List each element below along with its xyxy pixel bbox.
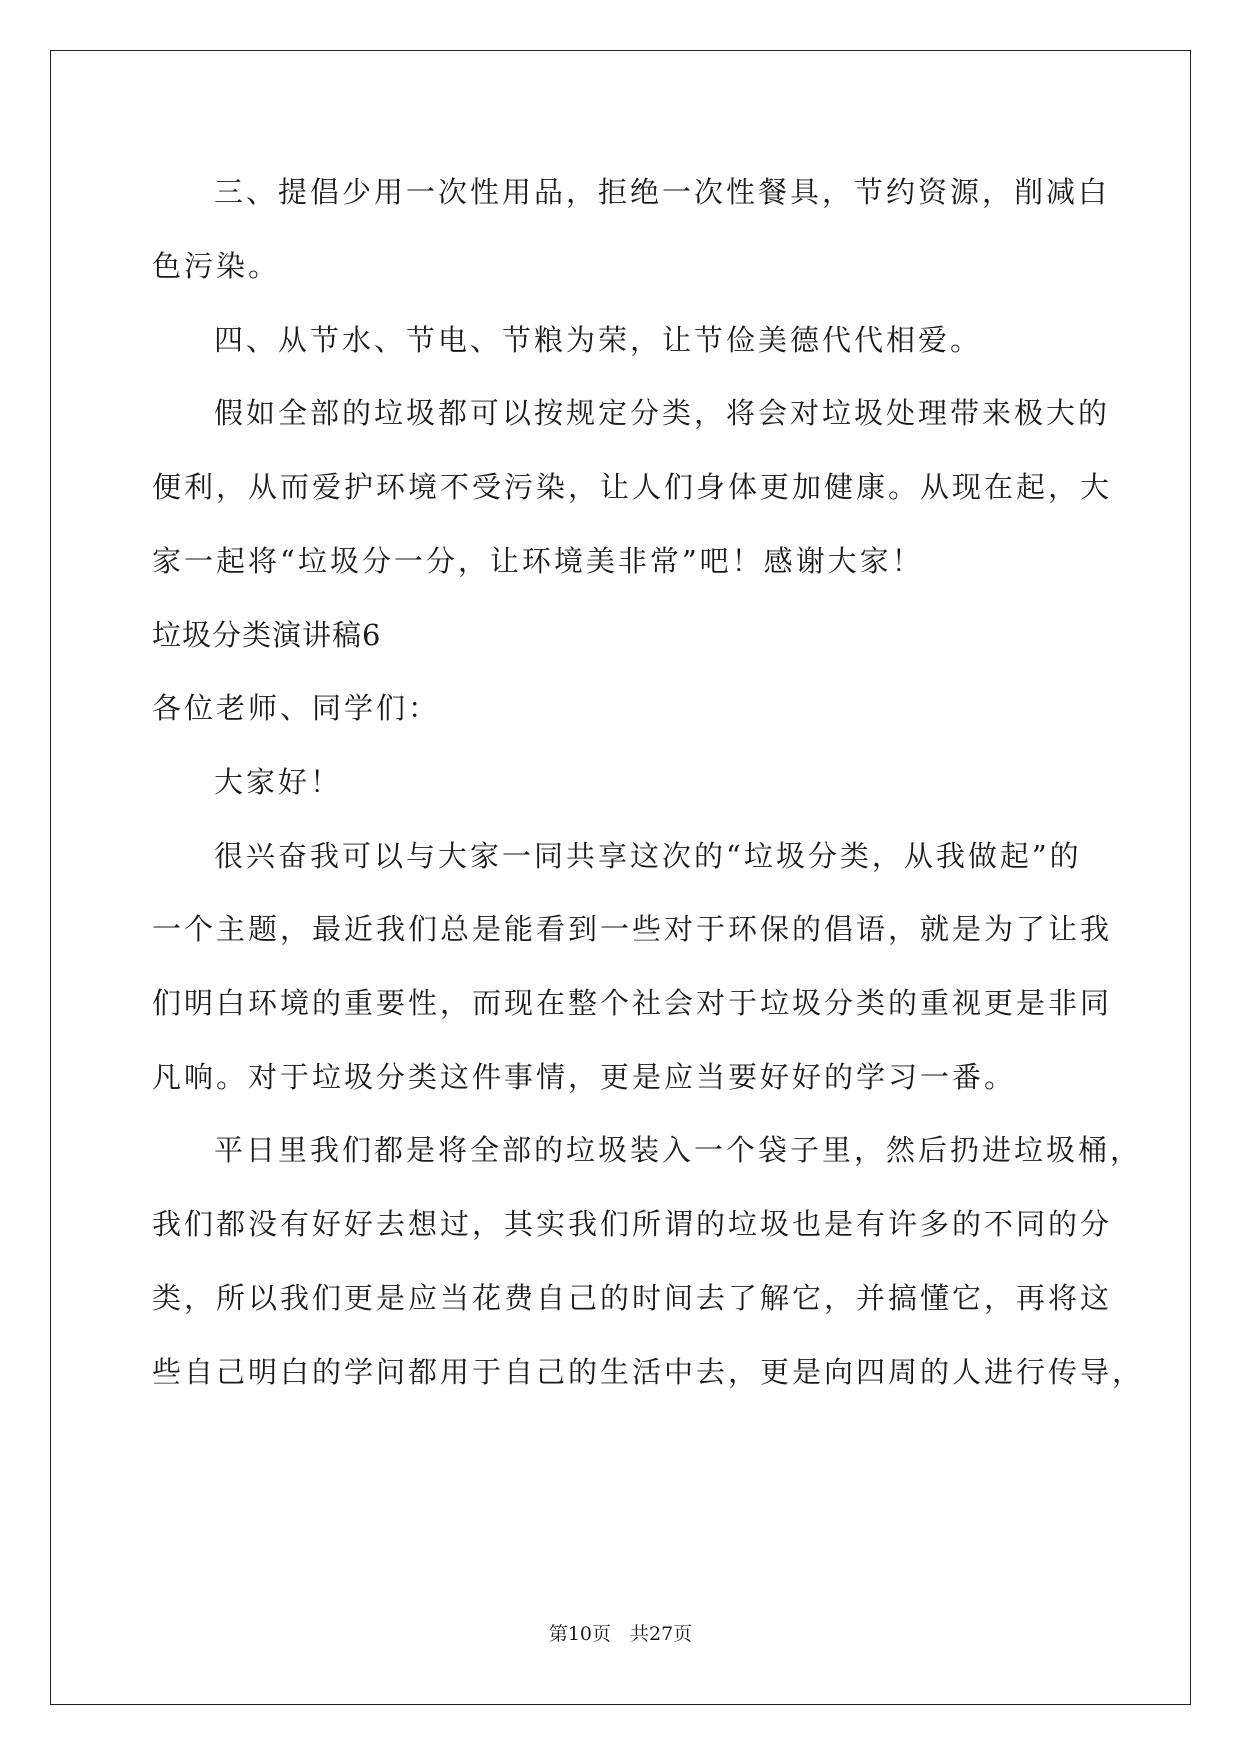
paragraph-line: 色污染。 — [152, 249, 281, 283]
paragraph-line: 一个主题，最近我们总是能看到一些对于环保的倡语，就是为了让我 — [152, 912, 1113, 946]
paragraph-line: 便利，从而爱护环境不受污染，让人们身体更加健康。从现在起，大 — [152, 470, 1113, 504]
paragraph-line: 类，所以我们更是应当花费自己的时间去了解它，并搞懂它，再将这 — [152, 1281, 1113, 1315]
paragraph-line: 很兴奋我可以与大家一同共享这次的“垃圾分类，从我做起”的 — [214, 839, 1082, 873]
page-number-footer: 第10页 共27页 — [548, 1623, 693, 1645]
paragraph-line: 三、提倡少用一次性用品，拒绝一次性餐具，节约资源，削减白 — [214, 175, 1111, 209]
page-border — [50, 50, 1191, 1705]
paragraph-line: 四、从节水、节电、节粮为荣，让节俭美德代代相爱。 — [214, 323, 983, 357]
paragraph-line: 家一起将“垃圾分一分，让环境美非常”吧！感谢大家！ — [152, 544, 924, 578]
section-heading: 垃圾分类演讲稿6 — [152, 618, 382, 652]
paragraph-line: 些自己明白的学问都用于自己的生活中去，更是向四周的人进行传导， — [152, 1355, 1145, 1389]
paragraph-line: 我们都没有好好去想过，其实我们所谓的垃圾也是有许多的不同的分 — [152, 1207, 1113, 1241]
paragraph-line: 凡响。对于垃圾分类这件事情，更是应当要好好的学习一番。 — [152, 1060, 1017, 1094]
salutation: 各位老师、同学们： — [152, 691, 441, 725]
paragraph-line: 们明白环境的重要性，而现在整个社会对于垃圾分类的重视更是非同 — [152, 986, 1113, 1020]
paragraph-line: 平日里我们都是将全部的垃圾装入一个袋子里，然后扔进垃圾桶， — [214, 1133, 1143, 1167]
paragraph-line: 假如全部的垃圾都可以按规定分类，将会对垃圾处理带来极大的 — [214, 396, 1111, 430]
greeting: 大家好！ — [214, 765, 343, 799]
